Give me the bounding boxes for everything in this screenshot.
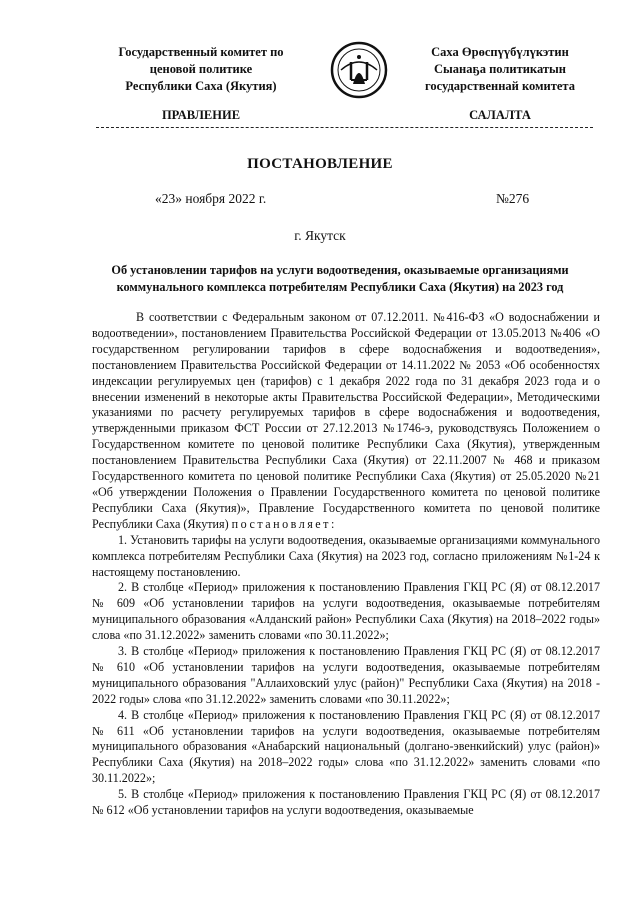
document-title: ПОСТАНОВЛЕНИЕ — [247, 156, 393, 172]
issuer-line: ценовой политике — [149, 62, 253, 76]
issuer-line: Республики Саха (Якутия) — [125, 79, 277, 93]
list-item: 3. В столбце «Период» приложения к постановлению Правления ГКЦ РС (Я) от 08.12.2017 № 610 «Об установлении тарифов на услуги водоотведения, оказываемые потребителям муниципального образования "Аллаиховский улус (район)" Республики Саха (Якутия) на 2018 - 2022 годы» слова «по 31.12.2022» заменить словами «по 30.11.2022»; — [92, 644, 600, 706]
document-date: «23» ноября 2022 г. — [155, 191, 267, 206]
document-city: г. Якутск — [294, 228, 346, 243]
department-yakut: САЛАЛТА — [469, 108, 531, 122]
preamble-text: В соответствии с Федеральным законом от 07.12.2011. №416-ФЗ «О водоснабжении и водоотведении», постановлением Правительства Российской Федерации от 13.05.2013 №406 «О государственном регулировании тарифов в сфере водоснабжения и водоотведения», постановлением Правительства Российской Федерации от 14.11.2022 № 2053 «Об особенностях индексации регулируемых цен (тарифов) с 1 декабря 2022 года по 31 декабря 2023 года и о внесении изменений в некоторые акты Правительства Российской Федерации», Методическими указаниями по расчету регулируемых тарифов в сфере водоснабжения и водоотведения, утвержденными приказом ФСТ России от 27.12.2013 №1746-э, руководствуясь Положением о Государственном комитете по ценовой политике Республики Саха (Якутия), утвержденным постановлением Правительства Республики Саха (Якутия) от 22.11.2007 № 468 и приказом Государственного комитета по ценовой политике Республики Саха (Якутия) от 25.05.2020 №21 «Об утверждении Положения о Правлении Государственного комитета по ценовой политике Республики Саха (Якутия)», Правление Государственного комитета по ценовой политике Республики Саха (Якутия) — [92, 310, 600, 531]
decree-word: постановляет: — [231, 516, 337, 531]
subject-line: коммунального комплекса потребителям Республики Саха (Якутия) на 2023 год — [116, 280, 564, 294]
preamble-paragraph — [92, 310, 600, 533]
document-number: №276 — [496, 191, 530, 206]
issuer-line: Сыанаҕа политикатын — [434, 62, 566, 76]
list-item: 4. В столбце «Период» приложения к постановлению Правления ГКЦ РС (Я) от 08.12.2017 № 611 «Об установлении тарифов на услуги водоотведения, оказываемые потребителям муниципального образования «Анабарский национальный (долгано-эвенкийский) улус (район)» Республики Саха (Якутия) на 2018–2022 годы» слова «по 31.12.2022» заменить словами «по 30.11.2022»; — [92, 707, 600, 786]
separator-line — [96, 127, 593, 128]
list-item: 5. В столбце «Период» приложения к постановлению Правления ГКЦ РС (Я) от 08.12.2017 № 612 «Об установлении тарифов на услуги водоотведения, оказываемые — [92, 787, 600, 818]
issuer-name-yakut — [400, 44, 600, 95]
department-russian: ПРАВЛЕНИЕ — [161, 108, 241, 122]
issuer-line: Государственный комитет по — [118, 45, 284, 59]
subject-line: Об установлении тарифов на услуги водоотведения, оказываемые организациями — [111, 263, 569, 277]
document-body — [92, 310, 600, 819]
issuer-line: Саха Өрөспүүбүлүкэтин — [431, 45, 569, 59]
sakha-republic-emblem-icon — [329, 40, 389, 100]
issuer-line: государственнай комитета — [425, 79, 575, 93]
list-item: 2. В столбце «Период» приложения к постановлению Правления ГКЦ РС (Я) от 08.12.2017 № 609 «Об установлении тарифов на услуги водоотведения, оказываемые потребителям муниципального образования «Алданский район» Республики Саха (Якутия) на 2018–2022 годы» слова «по 31.12.2022» заменить словами «по 30.11.2022»; — [92, 580, 600, 643]
list-item: 1. Установить тарифы на услуги водоотведения, оказываемые организациями коммунального комплекса потребителям Республики Саха (Якутия) на 2023 год, согласно приложениям №1-24 к настоящему постановлению. — [92, 532, 600, 579]
issuer-name-russian — [96, 44, 306, 95]
document-subject — [100, 262, 580, 296]
